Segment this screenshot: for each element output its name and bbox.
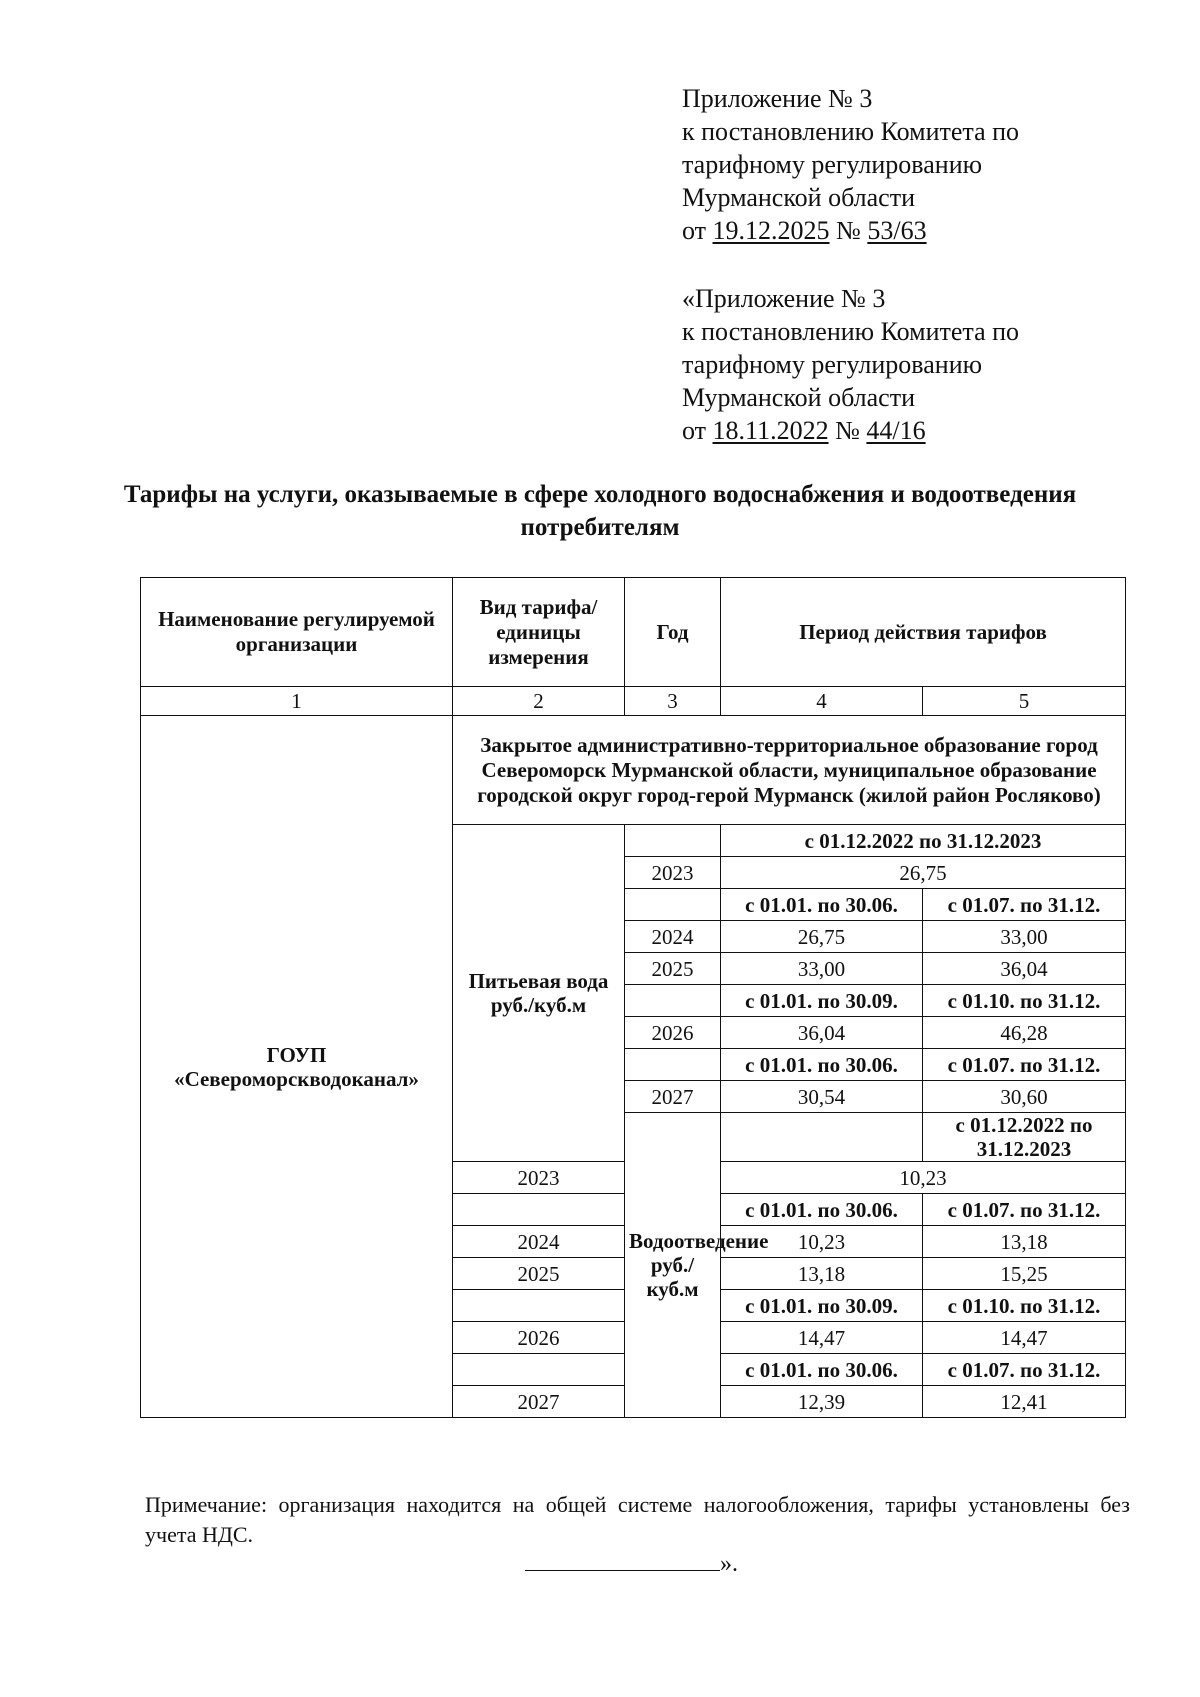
tariff-value: 10,23	[721, 1226, 923, 1258]
tariff-value: 30,60	[923, 1081, 1126, 1113]
tariff-value: 15,25	[923, 1258, 1126, 1290]
period-header: с 01.12.2022 по 31.12.2023	[923, 1113, 1126, 1162]
period-header: с 01.10. по 31.12.	[923, 985, 1126, 1017]
appendix-line: Мурманской области	[682, 383, 915, 412]
column-numbers-row	[141, 687, 1126, 716]
tariff-value: 46,28	[923, 1017, 1126, 1049]
tariff-type: Водоотведение руб./куб.м	[625, 1113, 721, 1418]
appendix-original-header	[682, 282, 1122, 447]
appendix-date-prefix: от	[682, 416, 707, 445]
appendix-line: тарифному регулированию	[682, 350, 983, 379]
period-header: с 01.01. по 30.06.	[721, 1049, 923, 1081]
year-cell	[625, 889, 721, 921]
period-header: с 01.01. по 30.09.	[721, 1290, 923, 1322]
tariff-value: 30,54	[721, 1081, 923, 1113]
appendix-current-header	[682, 82, 1122, 247]
year-cell: 2025	[453, 1258, 625, 1290]
tariff-value: 13,18	[721, 1258, 923, 1290]
appendix-date-line	[682, 214, 1122, 247]
year-cell: 2026	[625, 1017, 721, 1049]
appendix-line: к постановлению Комитета по	[682, 317, 1020, 346]
territory-row	[141, 716, 1126, 825]
tariff-value: 12,39	[721, 1386, 923, 1418]
tariff-value: 26,75	[721, 857, 1126, 889]
period-header: с 01.07. по 31.12.	[923, 1354, 1126, 1386]
period-header: с 01.07. по 31.12.	[923, 889, 1126, 921]
number-sign: №	[835, 416, 860, 445]
appendix-date-line	[682, 414, 1122, 447]
period-header: с 01.12.2022 по 31.12.2023	[721, 825, 1126, 857]
period-header: с 01.07. по 31.12.	[923, 1049, 1126, 1081]
appendix-date: 18.11.2022	[712, 416, 829, 445]
header-type: Вид тарифа/единицы измерения	[453, 578, 625, 687]
header-org: Наименование регулируемой организации	[141, 578, 453, 687]
tariffs-table	[140, 577, 1126, 1418]
year-cell	[453, 1194, 625, 1226]
header-year: Год	[625, 578, 721, 687]
appendix-line: тарифному регулированию	[682, 150, 983, 179]
column-number: 2	[453, 687, 625, 716]
year-cell	[721, 1113, 923, 1162]
year-cell: 2027	[625, 1081, 721, 1113]
header-period: Период действия тарифов	[721, 578, 1126, 687]
year-cell: 2025	[625, 953, 721, 985]
tariff-value: 12,41	[923, 1386, 1126, 1418]
appendix-line: к постановлению Комитета по	[682, 117, 1020, 146]
period-header: с 01.01. по 30.06.	[721, 1194, 923, 1226]
tariff-value: 13,18	[923, 1226, 1126, 1258]
year-cell	[453, 1290, 625, 1322]
column-number: 3	[625, 687, 721, 716]
appendix-line: Мурманской области	[682, 183, 915, 212]
period-header: с 01.01. по 30.06.	[721, 1354, 923, 1386]
document-title: Тарифы на услуги, оказываемые в сфере холодного водоснабжения и водоотведения потребителям	[123, 481, 1077, 541]
column-number: 4	[721, 687, 923, 716]
appendix-number: 44/16	[866, 416, 926, 445]
year-cell	[625, 985, 721, 1017]
period-header: с 01.01. по 30.09.	[721, 985, 923, 1017]
year-cell	[625, 825, 721, 857]
period-header: с 01.10. по 31.12.	[923, 1290, 1126, 1322]
tariff-value: 36,04	[923, 953, 1126, 985]
year-cell: 2024	[453, 1226, 625, 1258]
tariff-value: 10,23	[721, 1162, 1126, 1194]
appendix-title: Приложение № 3	[682, 84, 873, 113]
closing-mark	[525, 1548, 738, 1578]
table-header-row	[141, 578, 1126, 687]
appendix-date-prefix: от	[682, 216, 707, 245]
year-cell: 2024	[625, 921, 721, 953]
period-header: с 01.07. по 31.12.	[923, 1194, 1126, 1226]
tariff-value: 14,47	[721, 1322, 923, 1354]
year-cell	[625, 1049, 721, 1081]
tariff-type: Питьевая вода руб./куб.м	[453, 825, 625, 1162]
tariff-value: 33,00	[923, 921, 1126, 953]
year-cell: 2027	[453, 1386, 625, 1418]
column-number: 1	[141, 687, 453, 716]
appendix-title: «Приложение № 3	[682, 284, 886, 313]
signature-line	[525, 1548, 720, 1571]
closing-quote: ».	[720, 1551, 738, 1577]
period-header: с 01.01. по 30.06.	[721, 889, 923, 921]
tariff-value: 36,04	[721, 1017, 923, 1049]
appendix-number: 53/63	[867, 216, 927, 245]
year-cell: 2023	[453, 1162, 625, 1194]
year-cell: 2023	[625, 857, 721, 889]
year-cell: 2026	[453, 1322, 625, 1354]
organization-name: ГОУП «Североморскводоканал»	[141, 716, 453, 1418]
column-number: 5	[923, 687, 1126, 716]
tariff-value: 26,75	[721, 921, 923, 953]
appendix-date: 19.12.2025	[712, 216, 830, 245]
number-sign: №	[836, 216, 861, 245]
territory-name: Закрытое административно-территориальное образование город Североморск Мурманской области, муниципальное образование городской округ город-герой Мурманск (жилой район Росляково)	[453, 716, 1126, 825]
tariff-value: 33,00	[721, 953, 923, 985]
footnote: Примечание: организация находится на общей системе налогообложения, тарифы установлены без учета НДС.	[145, 1492, 1130, 1547]
year-cell	[453, 1354, 625, 1386]
tariff-value: 14,47	[923, 1322, 1126, 1354]
